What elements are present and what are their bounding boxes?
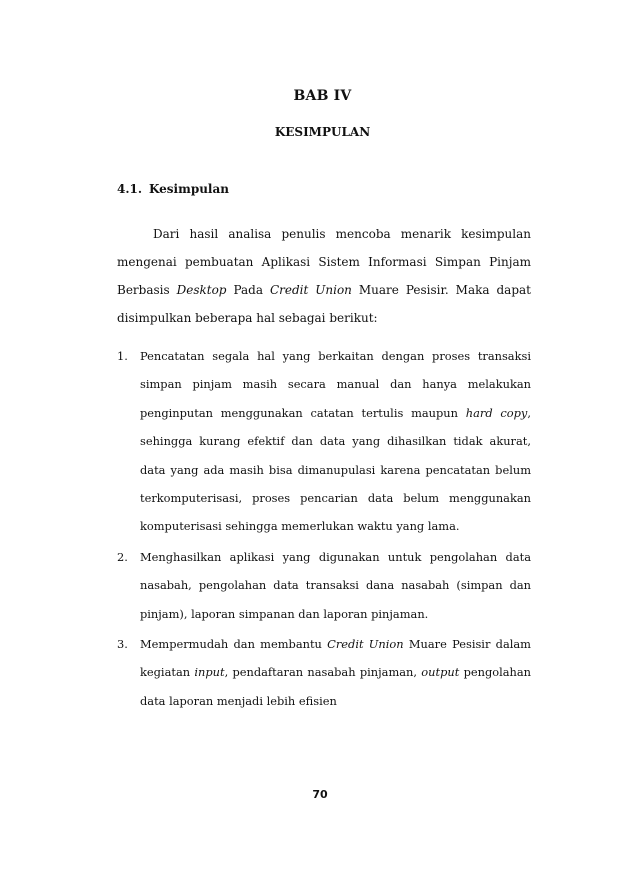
conclusion-list	[117, 342, 531, 717]
chapter-title: KESIMPULAN	[274, 125, 371, 139]
list-item-number: 2.	[117, 549, 128, 564]
intro-text-2: Pada	[226, 283, 270, 297]
chapter-heading: BAB IV	[293, 88, 352, 104]
list-item	[117, 342, 531, 541]
item-3-italic-input: input	[194, 665, 225, 680]
list-item	[117, 630, 531, 715]
list-item	[117, 543, 531, 628]
item-1-italic-hard-copy: hard copy	[465, 405, 528, 420]
item-3-text-3: , pendaftaran nasabah pinjaman,	[224, 665, 422, 680]
section-heading	[117, 182, 229, 196]
item-1-text-1: Pencatatan segala hal yang berkaitan dengan proses transaksi simpan pinjam masih secara manual dan hanya melakukan penginputan menggunakan catatan tertulis maupun	[140, 349, 531, 420]
item-3-text-2: Muare Pesisir dalam kegiatan	[140, 637, 531, 680]
intro-italic-credit-union: Credit Union	[269, 283, 352, 297]
intro-paragraph	[117, 220, 531, 332]
intro-text-3: Muare Pesisir. Maka dapat disimpulkan beberapa hal sebagai berikut:	[117, 283, 531, 325]
item-3-italic-credit-union: Credit Union	[327, 637, 404, 652]
list-item-number: 3.	[117, 637, 128, 652]
intro-italic-desktop: Desktop	[176, 283, 227, 297]
item-3-text-4: pengolahan data laporan menjadi lebih efisien	[140, 665, 531, 708]
section-number: 4.1.	[117, 182, 143, 196]
page-number: 70	[312, 788, 328, 801]
item-3-italic-output: output	[421, 665, 460, 680]
item-1-text-2: , sehingga kurang efektif dan data yang dihasilkan tidak akurat, data yang ada masih bisa dimanupulasi karena pencatatan belum terkomputerisasi, proses pencarian data belum menggunakan komputerisasi sehingga memerlukan waktu yang lama.	[140, 405, 531, 534]
section-title: Kesimpulan	[149, 182, 229, 196]
item-3-text-1: Mempermudah dan membantu	[140, 637, 328, 652]
list-item-number: 1.	[117, 349, 128, 363]
item-2-text-1: Menghasilkan aplikasi yang digunakan untuk pengolahan data nasabah, pengolahan data transaksi dana nasabah (simpan dan pinjam), laporan simpanan dan laporan pinjaman.	[140, 549, 531, 621]
intro-text-1: Dari hasil analisa penulis mencoba menarik kesimpulan mengenai pembuatan Aplikasi Sistem Informasi Simpan Pinjam Berbasis	[117, 227, 531, 297]
